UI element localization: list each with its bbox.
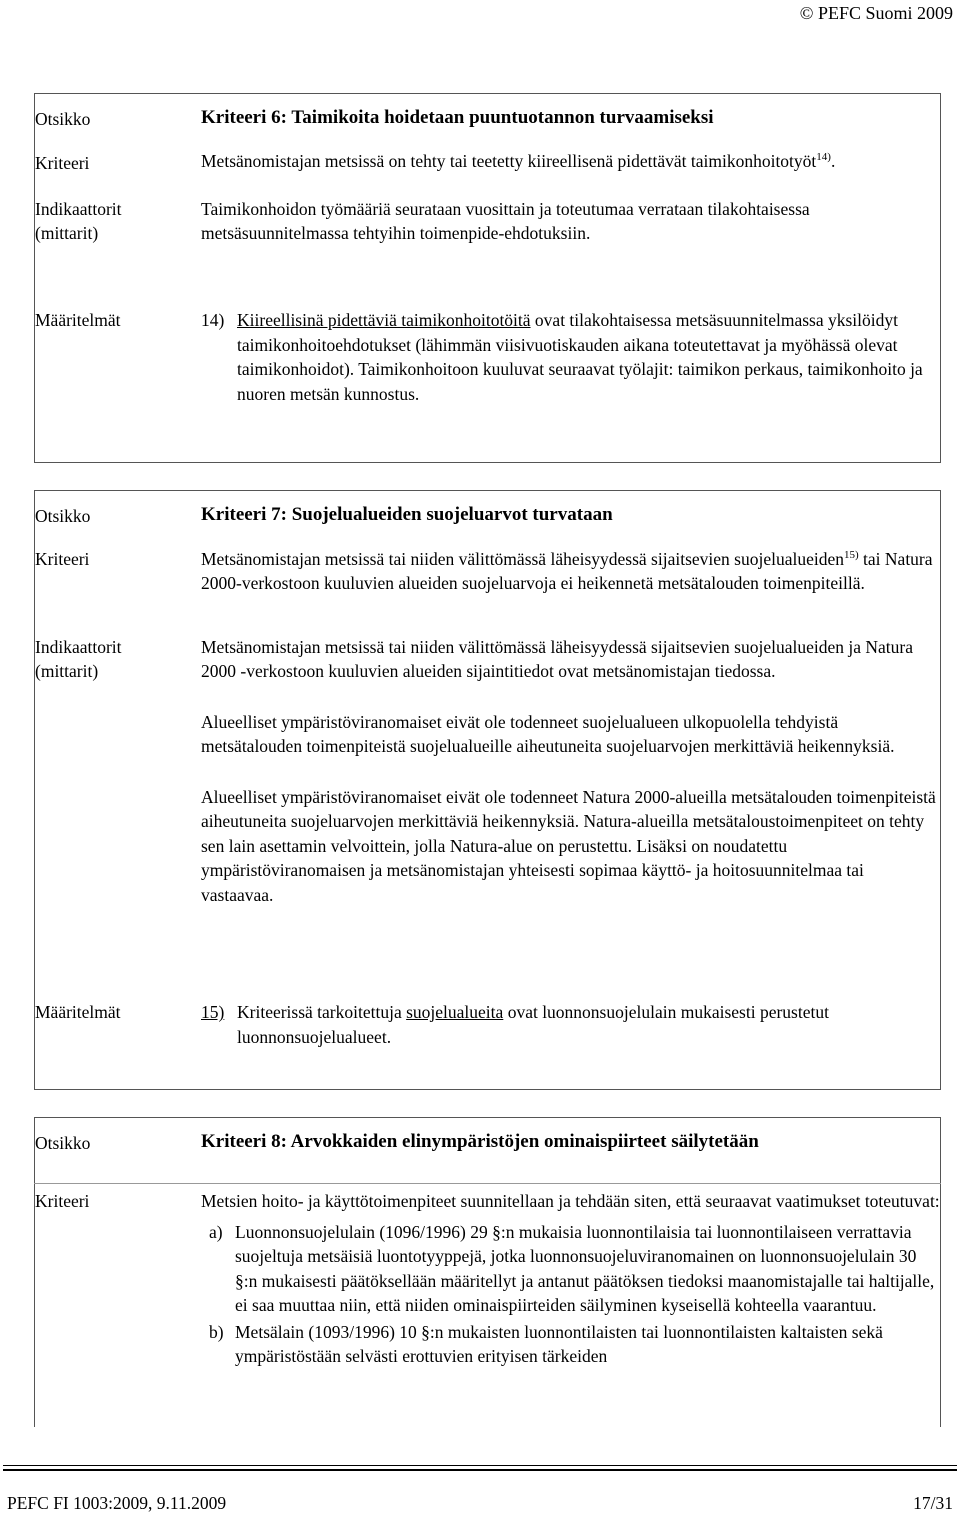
- requirement-a-text: Luonnonsuojelulain (1096/1996) 29 §:n mukaisia luonnontilaisia tai luonnontilaiseen verrattavia suojeltuja metsäisiä luontotyyppejä, jotka luonnonsuojeluviranomainen on luonnonsuojelulain 30 §:n mukaisesti päätöksellään määritellyt ja antanut päätöksen tiedoksi maanomistajalle tai haltijalle, ei saa muuttaa niin, että niiden ominaispiirteiden säilyminen kyseisellä kohteella vaarantuu.: [235, 1221, 935, 1316]
- criterion-6-indicator: Taimikonhoidon työmääriä seurataan vuosittain ja toteutumaa verrataan tilakohtaisessa metsäsuunnitelmassa tehtyihin toimenpide-ehdotuksiin.: [201, 198, 810, 244]
- footnote-ref-14: 14): [816, 150, 831, 163]
- criterion-8-text: Metsien hoito- ja käyttötoimenpiteet suunnitellaan ja tehdään siten, että seuraavat vaatimukset toteutuvat:: [201, 1191, 940, 1212]
- criterion-6-text: Metsänomistajan metsissä on tehty tai teetetty kiireellisenä pidettävät taimikonhoitotyöt$^{14)}$.: [201, 150, 836, 171]
- criterion-7-table: [34, 490, 941, 1090]
- criterion-label: Kriteeri: [35, 152, 90, 173]
- footnote-15-number: 15): [201, 1002, 225, 1023]
- defined-term: suojelualueita: [406, 1002, 504, 1023]
- indicators-label-sub: (mittarit): [35, 661, 99, 682]
- criterion-7-text: Metsänomistajan metsissä tai niiden välittömässä läheisyydessä sijaitsevien suojelualueiden$^{15)}$ tai Natura 2000-verkostoon kuuluvien alueiden suojeluarvoja ei heikennetä metsätalouden toimenpiteillä.: [201, 548, 933, 594]
- document-id: PEFC FI 1003:2009, 9.11.2009: [7, 1493, 227, 1513]
- title-row: [35, 94, 941, 142]
- criterion-8-title: Kriteeri 8: Arvokkaiden elinympäristöjen ominaispiirteet säilytetään: [201, 1131, 759, 1152]
- criterion-8-table: [34, 1117, 941, 1427]
- copyright-header: © PEFC Suomi 2009: [799, 3, 953, 23]
- indicator-row: [35, 610, 941, 979]
- footnote-ref-15: 15): [844, 548, 859, 561]
- criterion-row: [35, 142, 941, 184]
- criterion-6-table: [34, 93, 941, 463]
- criterion-label: Kriteeri: [35, 548, 90, 569]
- requirement-a: [201, 1220, 940, 1318]
- criterion-row: [35, 1184, 941, 1427]
- footer-divider: [3, 1465, 957, 1466]
- footnote-14-number: 14): [201, 310, 225, 331]
- title-label: Otsikko: [35, 109, 91, 129]
- definitions-label: Määritelmät: [35, 1002, 121, 1023]
- criterion-7-indicator-2: Alueelliset ympäristöviranomaiset eivät ole todenneet suojelualueen ulkopuolella tehdyistä metsätalouden toimenpiteistä suojelualueille aiheutuneita suojeluarvojen merkittäviä heikennyksiä.: [201, 711, 895, 757]
- definitions-label: Määritelmät: [35, 310, 121, 331]
- criterion-7-indicator-1: Metsänomistajan metsissä tai niiden välittömässä läheisyydessä sijaitsevien suojelualueiden ja Natura 2000 -verkostoon kuuluvien alueiden sijaintitiedot ovat metsänomistajan tiedossa.: [201, 636, 913, 682]
- criterion-row: [35, 538, 941, 610]
- requirement-b-text: Metsälain (1093/1996) 10 §:n mukaisten luonnontilaisten tai luonnontilaisten kaltaisten sekä ympäristöstään selvästi erottuvien erityisen tärkeiden: [235, 1321, 883, 1367]
- indicators-label-sub: (mittarit): [35, 223, 99, 244]
- footer-divider-thick: [3, 1469, 957, 1471]
- definition-14: 14) Kiireellisinä pidettäviä taimikonhoitotöitä ovat tilakohtaisessa metsäsuunnitelmassa yksilöidyt taimikonhoitoehdotukset (lähimmän viisivuotiskauden aikana toteutettavat ja myöhässä olevat taimikonhoidot). Taimikonhoitoon kuuluvat seuraavat työlajit: taimikon perkaus, taimikonhoito ja nuoren metsän kunnostus.: [201, 308, 940, 406]
- criterion-7-title: Kriteeri 7: Suojelualueiden suojeluarvot turvataan: [201, 504, 613, 525]
- title-row: [35, 491, 941, 538]
- title-label: Otsikko: [35, 1133, 91, 1153]
- definitions-row: [35, 978, 941, 1089]
- page-number: 17/31: [913, 1493, 953, 1513]
- indicator-row: [35, 184, 941, 262]
- indicators-label: Indikaattorit: [35, 198, 122, 219]
- definition-15: 15) Kriteerissä tarkoitettuja suojelualueita ovat luonnonsuojelulain mukaisesti perustetut luonnonsuojelualueet.: [201, 1000, 940, 1049]
- requirement-a-mark: a): [209, 1221, 223, 1242]
- criterion-7-indicator-3: Alueelliset ympäristöviranomaiset eivät ole todenneet Natura 2000-alueilla metsätalouden toimenpiteistä aiheutuneita suojeluarvojen merkittäviä heikennyksiä. Natura-alueilla metsätaloustoimenpiteet on tehty sen lain asettamin velvoittein, jolla Natura-alue on perustettu. Lisäksi on noudatettu ympäristöviranomaisen ja metsänomistajan yhteisesti sopimaa käyttö- ja hoitosuunnitelmaa tai vastaavaa.: [201, 786, 936, 905]
- requirement-b: [201, 1320, 940, 1369]
- indicators-label: Indikaattorit: [35, 636, 122, 657]
- criterion-label: Kriteeri: [35, 1184, 202, 1427]
- title-label: Otsikko: [35, 506, 91, 526]
- defined-term: Kiireellisinä pidettäviä taimikonhoitotöitä: [237, 310, 531, 331]
- criterion-6-title: Kriteeri 6: Taimikoita hoidetaan puuntuotannon turvaamiseksi: [201, 107, 714, 128]
- title-row: [35, 1118, 941, 1184]
- definitions-row: [35, 262, 941, 462]
- requirement-b-mark: b): [209, 1321, 224, 1342]
